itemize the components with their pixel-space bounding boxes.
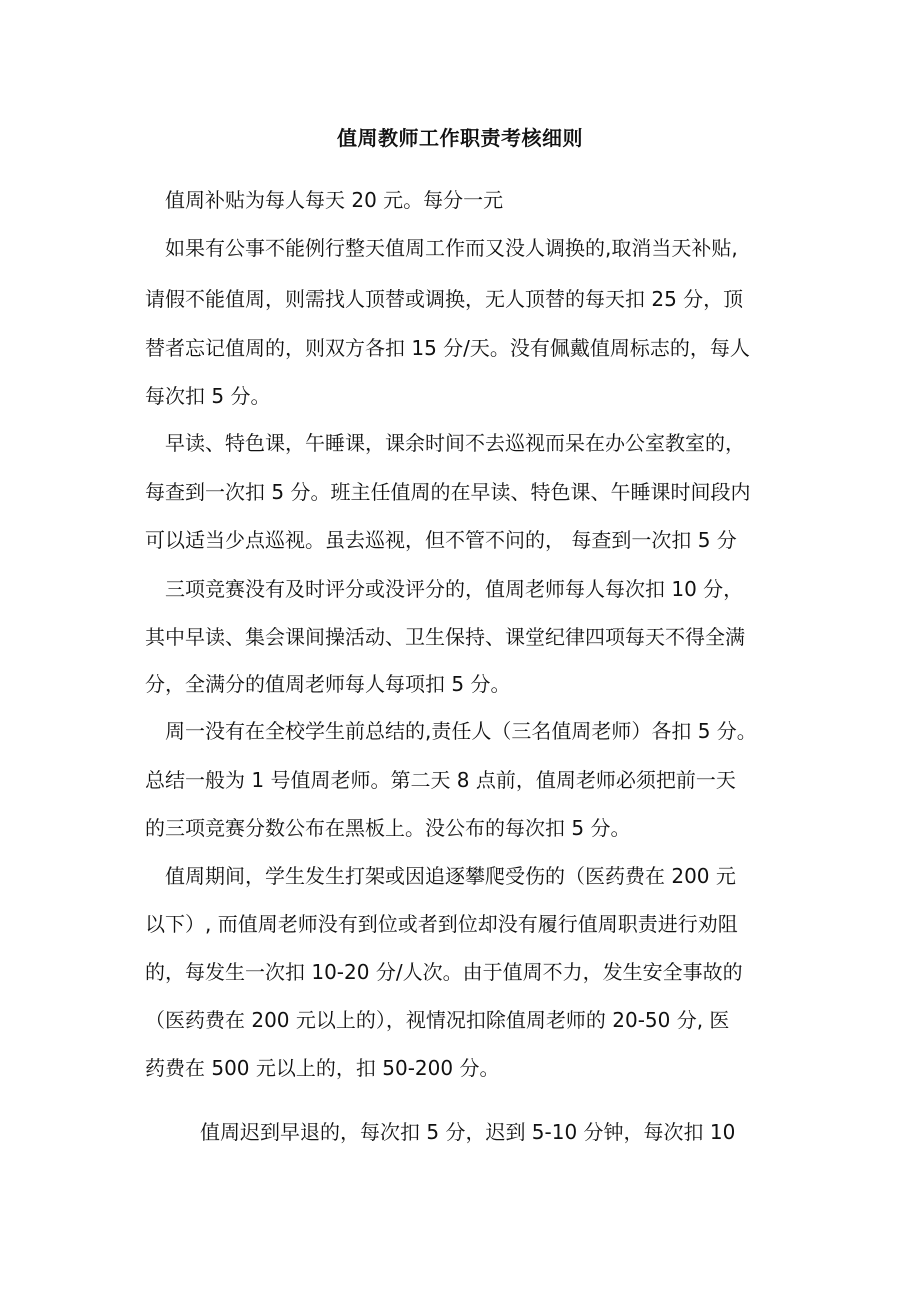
paragraph-line: 药费在 500 元以上的，扣 50-200 分。 bbox=[145, 1056, 500, 1080]
paragraph-line: 替者忘记值周的，则双方各扣 15 分/天。没有佩戴值周标志的，每人 bbox=[145, 336, 750, 360]
paragraph-line: 的，每发生一次扣 10-20 分/人次。由于值周不力，发生安全事故的 bbox=[145, 960, 743, 984]
paragraph-line: 值周迟到早退的，每次扣 5 分，迟到 5-10 分钟，每次扣 10 bbox=[200, 1120, 736, 1144]
paragraph-line: 的三项竞赛分数公布在黑板上。没公布的每次扣 5 分。 bbox=[145, 816, 631, 840]
paragraph-line: 三项竞赛没有及时评分或没评分的，值周老师每人每次扣 10 分， bbox=[165, 577, 744, 601]
paragraph-line: 请假不能值周，则需找人顶替或调换，无人顶替的每天扣 25 分，顶 bbox=[145, 287, 744, 311]
paragraph-line: 周一没有在全校学生前总结的,责任人（三名值周老师）各扣 5 分。 bbox=[165, 719, 757, 743]
paragraph-line: 以下）, 而值周老师没有到位或者到位却没有履行值周职责进行劝阻 bbox=[145, 912, 738, 936]
paragraph-line: 每次扣 5 分。 bbox=[145, 384, 271, 408]
paragraph-line: （医药费在 200 元以上的），视情况扣除值周老师的 20-50 分, 医 bbox=[145, 1008, 730, 1032]
page-title: 值周教师工作职责考核细则 bbox=[337, 126, 583, 150]
paragraph-line: 分，全满分的值周老师每人每项扣 5 分。 bbox=[145, 672, 511, 696]
paragraph-line: 值周补贴为每人每天 20 元。每分一元 bbox=[165, 188, 504, 212]
paragraph-line: 值周期间，学生发生打架或因追逐攀爬受伤的（医药费在 200 元 bbox=[165, 864, 736, 888]
paragraph-line: 可以适当少点巡视。虽去巡视，但不管不问的， 每查到一次扣 5 分 bbox=[145, 528, 737, 552]
paragraph-line: 如果有公事不能例行整天值周工作而又没人调换的,取消当天补贴, bbox=[165, 236, 738, 260]
paragraph-line: 早读、特色课，午睡课，课余时间不去巡视而呆在办公室教室的， bbox=[165, 431, 745, 455]
paragraph-line: 总结一般为 1 号值周老师。第二天 8 点前，值周老师必须把前一天 bbox=[145, 768, 736, 792]
paragraph-line: 每查到一次扣 5 分。班主任值周的在早读、特色课、午睡课时间段内 bbox=[145, 480, 751, 504]
paragraph-line: 其中早读、集会课间操活动、卫生保持、课堂纪律四项每天不得全满 bbox=[145, 625, 745, 649]
